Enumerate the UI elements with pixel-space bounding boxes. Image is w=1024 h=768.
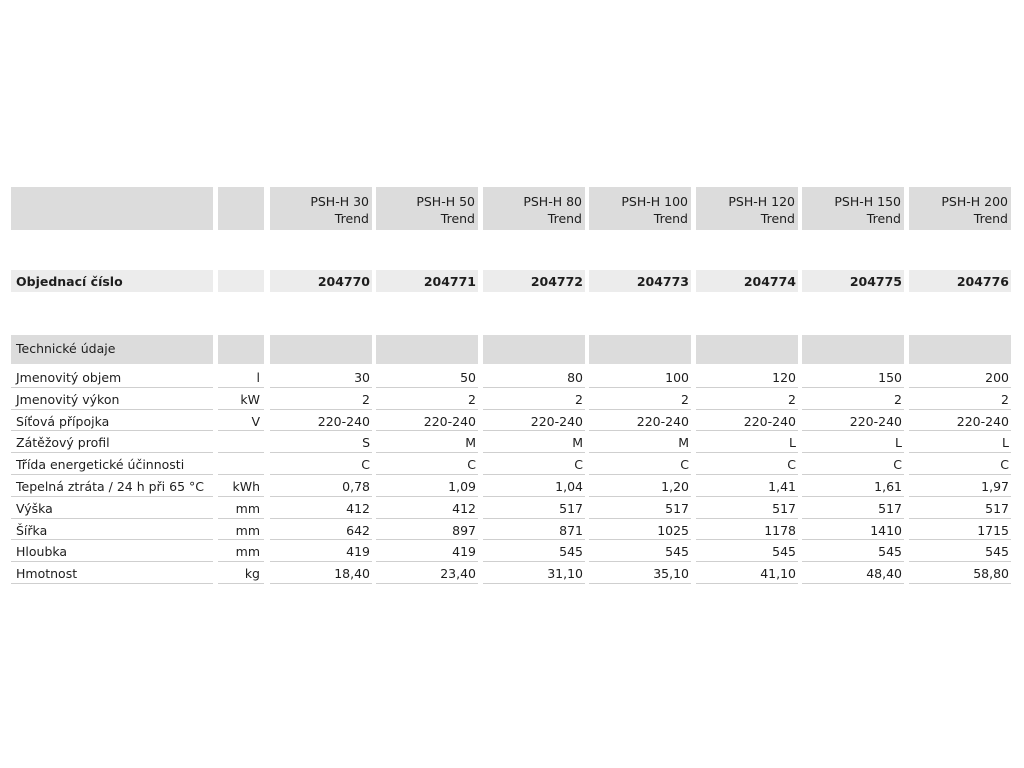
row-label: Hloubka xyxy=(11,541,213,562)
model-name: PSH-H 80 xyxy=(523,194,582,209)
model-series: Trend xyxy=(866,211,901,226)
row-value: 23,40 xyxy=(376,563,478,584)
row-unit: mm xyxy=(218,520,264,541)
row-unit: V xyxy=(218,411,264,432)
row-value: 642 xyxy=(270,520,372,541)
row-value: 1,04 xyxy=(483,476,585,497)
row-value: L xyxy=(909,432,1011,453)
row-label: Jmenovitý objem xyxy=(11,367,213,388)
row-value: 412 xyxy=(270,498,372,519)
section-title: Technické údaje xyxy=(11,335,213,364)
row-value: 2 xyxy=(376,389,478,410)
section-value-cell xyxy=(270,335,372,364)
section-value-cell xyxy=(909,335,1011,364)
row-unit xyxy=(218,432,264,453)
row-value: L xyxy=(802,432,904,453)
row-value: 517 xyxy=(589,498,691,519)
row-value: M xyxy=(589,432,691,453)
row-value: 100 xyxy=(589,367,691,388)
row-value: 80 xyxy=(483,367,585,388)
model-series: Trend xyxy=(440,211,475,226)
row-value: 35,10 xyxy=(589,563,691,584)
header-label-cell xyxy=(11,187,213,230)
model-series: Trend xyxy=(760,211,795,226)
row-label: Šířka xyxy=(11,520,213,541)
row-value: S xyxy=(270,432,372,453)
row-value: C xyxy=(270,454,372,475)
row-value: C xyxy=(589,454,691,475)
row-value: 419 xyxy=(270,541,372,562)
row-value: 220-240 xyxy=(483,411,585,432)
row-value: 150 xyxy=(802,367,904,388)
model-header-cell xyxy=(376,187,478,230)
row-value: 545 xyxy=(696,541,798,562)
section-value-cell xyxy=(376,335,478,364)
row-value: 1025 xyxy=(589,520,691,541)
model-name: PSH-H 150 xyxy=(834,194,901,209)
row-value: 1,20 xyxy=(589,476,691,497)
order-number: 204776 xyxy=(909,270,1011,292)
row-value: 200 xyxy=(909,367,1011,388)
row-unit: mm xyxy=(218,541,264,562)
row-value: 220-240 xyxy=(270,411,372,432)
row-value: 1,61 xyxy=(802,476,904,497)
model-header-cell xyxy=(483,187,585,230)
row-value: 412 xyxy=(376,498,478,519)
model-name: PSH-H 30 xyxy=(310,194,369,209)
row-value: 2 xyxy=(802,389,904,410)
model-name: PSH-H 100 xyxy=(621,194,688,209)
row-value: 2 xyxy=(909,389,1011,410)
model-series: Trend xyxy=(973,211,1008,226)
row-unit: kg xyxy=(218,563,264,584)
row-unit: kW xyxy=(218,389,264,410)
row-unit: l xyxy=(218,367,264,388)
row-value: 517 xyxy=(909,498,1011,519)
row-value: C xyxy=(802,454,904,475)
row-label: Třída energetické účinnosti xyxy=(11,454,213,475)
row-value: 545 xyxy=(909,541,1011,562)
row-value: 2 xyxy=(589,389,691,410)
row-label: Tepelná ztráta / 24 h při 65 °C xyxy=(11,476,213,497)
order-number: 204770 xyxy=(270,270,372,292)
order-number: 204771 xyxy=(376,270,478,292)
row-value: 30 xyxy=(270,367,372,388)
row-value: 1,41 xyxy=(696,476,798,497)
row-value: 220-240 xyxy=(589,411,691,432)
row-value: 1,09 xyxy=(376,476,478,497)
section-value-cell xyxy=(696,335,798,364)
row-label: Síťová přípojka xyxy=(11,411,213,432)
order-number: 204772 xyxy=(483,270,585,292)
row-value: 517 xyxy=(802,498,904,519)
row-value: 545 xyxy=(802,541,904,562)
row-value: 2 xyxy=(696,389,798,410)
row-value: 41,10 xyxy=(696,563,798,584)
row-value: 31,10 xyxy=(483,563,585,584)
row-label: Hmotnost xyxy=(11,563,213,584)
row-value: L xyxy=(696,432,798,453)
row-value: 18,40 xyxy=(270,563,372,584)
section-unit-cell xyxy=(218,335,264,364)
row-value: 517 xyxy=(696,498,798,519)
row-value: 0,78 xyxy=(270,476,372,497)
row-value: 58,80 xyxy=(909,563,1011,584)
model-series: Trend xyxy=(653,211,688,226)
row-value: M xyxy=(376,432,478,453)
row-value: 1178 xyxy=(696,520,798,541)
row-value: C xyxy=(483,454,585,475)
row-unit: mm xyxy=(218,498,264,519)
row-value: 545 xyxy=(589,541,691,562)
row-value: 2 xyxy=(270,389,372,410)
row-label: Jmenovitý výkon xyxy=(11,389,213,410)
row-value: 220-240 xyxy=(802,411,904,432)
row-value: 545 xyxy=(483,541,585,562)
row-value: 1,97 xyxy=(909,476,1011,497)
row-unit xyxy=(218,454,264,475)
model-header-cell xyxy=(802,187,904,230)
row-value: 50 xyxy=(376,367,478,388)
row-value: 120 xyxy=(696,367,798,388)
header-unit-cell xyxy=(218,187,264,230)
row-value: 897 xyxy=(376,520,478,541)
row-value: 419 xyxy=(376,541,478,562)
order-number: 204773 xyxy=(589,270,691,292)
model-header-cell xyxy=(270,187,372,230)
row-value: 517 xyxy=(483,498,585,519)
row-value: C xyxy=(696,454,798,475)
model-name: PSH-H 200 xyxy=(941,194,1008,209)
order-number: 204774 xyxy=(696,270,798,292)
row-unit: kWh xyxy=(218,476,264,497)
row-value: 2 xyxy=(483,389,585,410)
row-value: C xyxy=(376,454,478,475)
row-label: Výška xyxy=(11,498,213,519)
model-header-cell xyxy=(696,187,798,230)
model-header-cell xyxy=(589,187,691,230)
row-value: 220-240 xyxy=(909,411,1011,432)
model-name: PSH-H 120 xyxy=(728,194,795,209)
row-label: Zátěžový profil xyxy=(11,432,213,453)
model-header-cell xyxy=(909,187,1011,230)
row-value: 220-240 xyxy=(696,411,798,432)
row-value: M xyxy=(483,432,585,453)
row-value: C xyxy=(909,454,1011,475)
section-value-cell xyxy=(483,335,585,364)
row-value: 220-240 xyxy=(376,411,478,432)
model-series: Trend xyxy=(547,211,582,226)
order-number: 204775 xyxy=(802,270,904,292)
model-name: PSH-H 50 xyxy=(416,194,475,209)
model-series: Trend xyxy=(334,211,369,226)
section-value-cell xyxy=(802,335,904,364)
order-number-label: Objednací číslo xyxy=(11,270,213,292)
section-value-cell xyxy=(589,335,691,364)
row-value: 1715 xyxy=(909,520,1011,541)
row-value: 1410 xyxy=(802,520,904,541)
row-value: 871 xyxy=(483,520,585,541)
order-unit-cell xyxy=(218,270,264,292)
row-value: 48,40 xyxy=(802,563,904,584)
